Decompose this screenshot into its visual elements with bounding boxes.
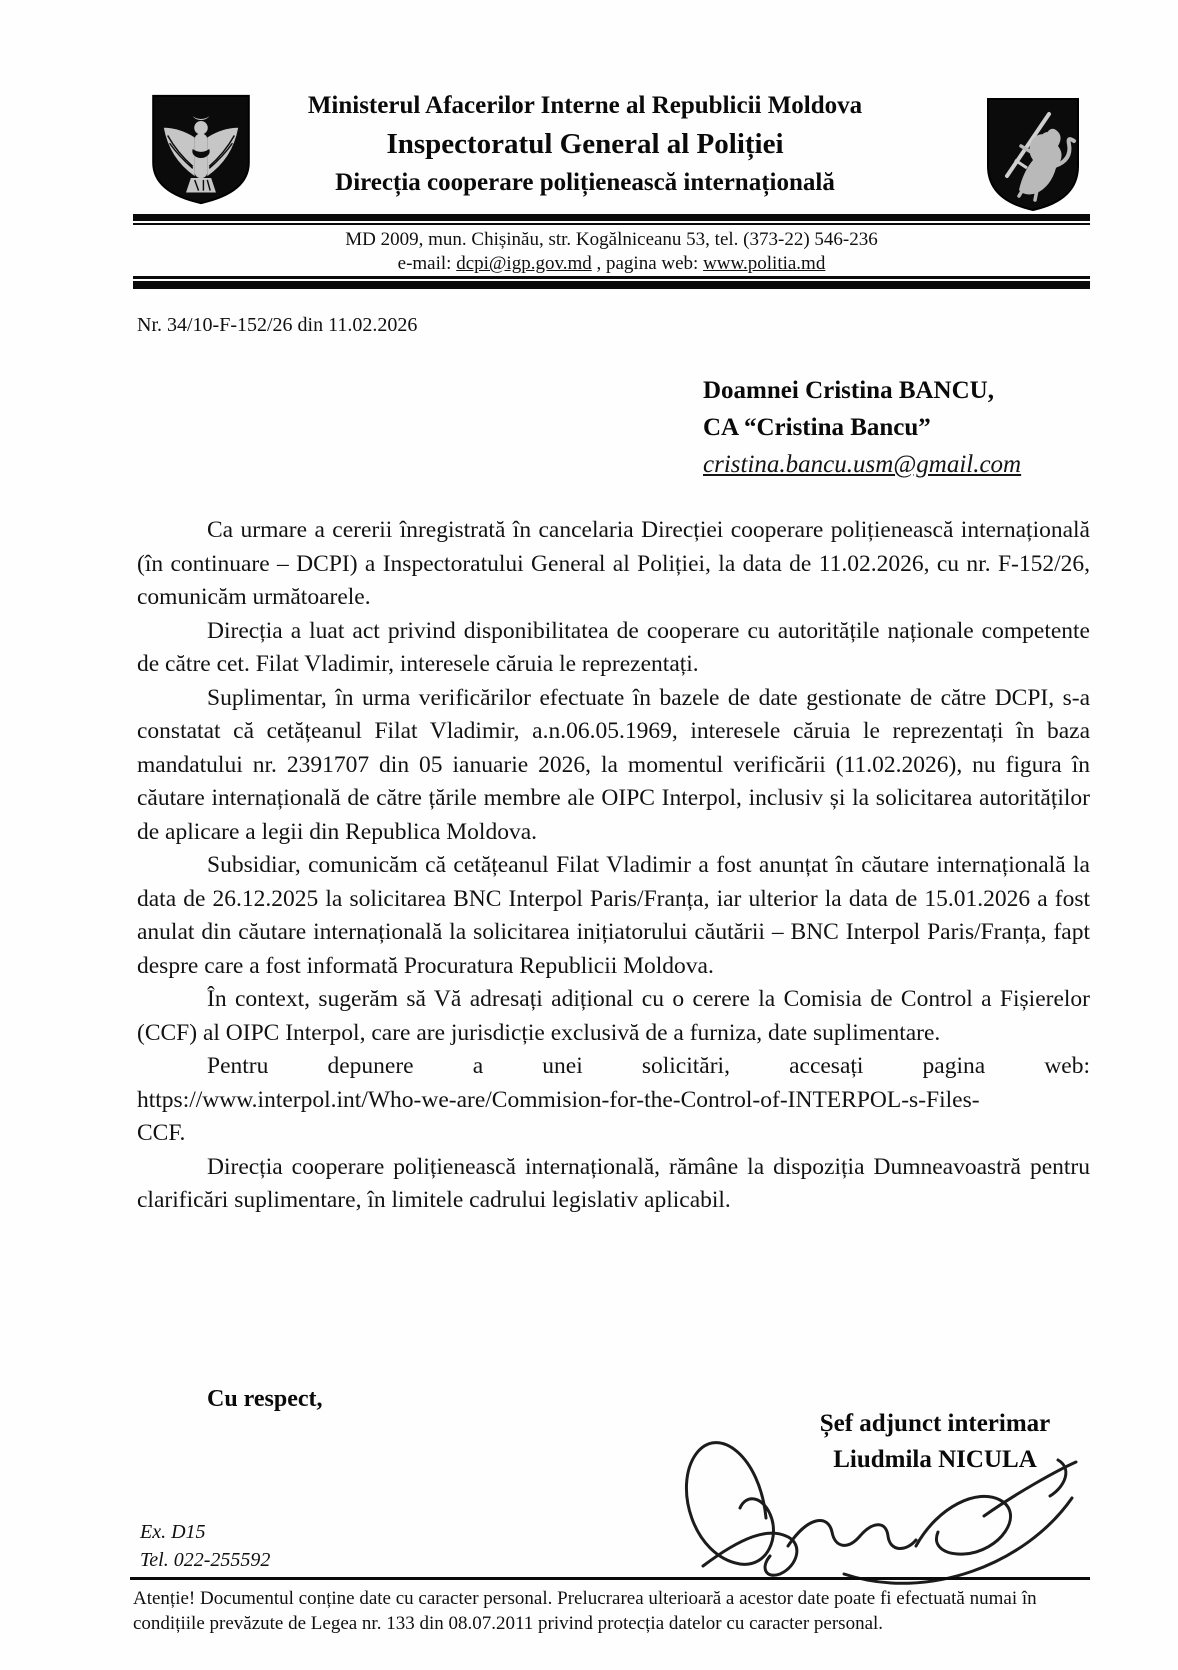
addressee-block <box>703 372 1083 483</box>
paragraph-verification: Suplimentar, în urma verificărilor efectuate în bazele de date gestionate de către DCPI, s-a constatat că cetățeanul Filat Vladimir, a.n.06.05.1969, interesele căruia le reprezentați în baza mandatului nr. 2391707 din 05 ianuarie 2026, la momentul verificării (11.02.2026), nu figura în căutare internațională de către țările membre ale OIPC Interpol, inclusiv și la solicitarea autorităților de aplicare a legii din Republica Moldova. <box>137 684 1090 845</box>
address-line: MD 2009, mun. Chișinău, str. Kogălniceanu 53, tel. (373-22) 546-236 <box>345 229 878 250</box>
letter-body <box>137 514 1090 1218</box>
header-divider-top <box>133 214 1090 225</box>
header-website-link[interactable]: www.politia.md <box>703 253 826 274</box>
paragraph-cooperation: Direcția a luat act privind disponibilitatea de cooperare cu autoritățile naționale competente de către cet. Filat Vladimir, interesele căruia le reprezentați. <box>137 617 1090 677</box>
executor-initials: Ex. D15 <box>140 1521 206 1543</box>
inspectorate-title: Inspectoratul General al Poliției <box>386 128 784 160</box>
paragraph-availability: Direcția cooperare polițienească internațională, rămâne la dispoziția Dumneavoastră pentru clarificări suplimentare, în limitele cadrului legislativ aplicabil. <box>137 1153 1090 1213</box>
interpol-url[interactable]: https://www.interpol.int/Who-we-are/Commision-for-the-Control-of-INTERPOL-s-Files-CCF. <box>137 1086 980 1146</box>
header-divider-bottom <box>133 276 1090 289</box>
contact-line <box>133 253 1090 275</box>
signer-title: Șef adjunct interimar <box>819 1410 1051 1437</box>
eagle-coat-of-arms-icon <box>150 93 252 207</box>
addressee-email-link[interactable]: cristina.bancu.usm@gmail.com <box>703 451 1022 478</box>
ministry-title: Ministerul Afacerilor Interne al Republicii Moldova <box>307 92 863 119</box>
addressee-name: Doamnei Cristina BANCU, <box>703 377 994 404</box>
paragraph-intro: Ca urmare a cererii înregistrată în cancelaria Direcției cooperare polițienească internațională (în continuare – DCPI) a Inspectoratului General al Poliției, la data de 11.02.2026, cu nr. F-152/26, comunicăm următoarele. <box>137 517 1090 610</box>
signature-block <box>775 1406 1095 1478</box>
personal-data-notice: Atenție! Documentul conține date cu caracter personal. Prelucrarea ulterioară a acestor date poate fi efectuată numai în condițiile prevăzute de Legea nr. 133 din 08.07.2011 privind protecția datelor cu caracter personal. <box>133 1588 1037 1634</box>
closing-salutation: Cu respect, <box>207 1386 323 1412</box>
lion-sword-coat-of-arms-icon <box>985 96 1081 214</box>
letterhead <box>255 90 915 201</box>
web-label: , pagina web: <box>591 253 704 274</box>
footer-divider <box>130 1577 1090 1580</box>
paragraph-web-intro: Pentru depunere a unei solicitări, accesați pagina web: <box>207 1053 1090 1079</box>
addressee-org: CA “Cristina Bancu” <box>703 414 931 441</box>
paragraph-ccf-suggestion: În context, sugerăm să Vă adresați adițional cu o cerere la Comisia de Control a Fișierelor (CCF) al OIPC Interpol, care are jurisdicție exclusivă de a furniza, date suplimentare. <box>137 986 1090 1046</box>
department-title: Direcția cooperare polițienească internațională <box>335 169 835 196</box>
signer-name: Liudmila NICULA <box>833 1446 1037 1473</box>
executor-phone: Tel. 022-255592 <box>140 1549 271 1571</box>
header-email-link[interactable]: dcpi@igp.gov.md <box>456 253 592 274</box>
paragraph-subsidiar: Subsidiar, comunicăm că cetățeanul Filat Vladimir a fost anunțat în căutare internațională la data de 26.12.2025 la solicitarea BNC Interpol Paris/Franța, iar ulterior la data de 15.01.2026 a fost anulat din căutare internațională la solicitarea inițiatorului căutării – BNC Interpol Paris/Franța, fapt despre care a fost informată Procuratura Republicii Moldova. <box>137 852 1090 979</box>
reference-number: Nr. 34/10-F-152/26 din 11.02.2026 <box>137 314 418 336</box>
email-label: e-mail: <box>397 253 457 274</box>
